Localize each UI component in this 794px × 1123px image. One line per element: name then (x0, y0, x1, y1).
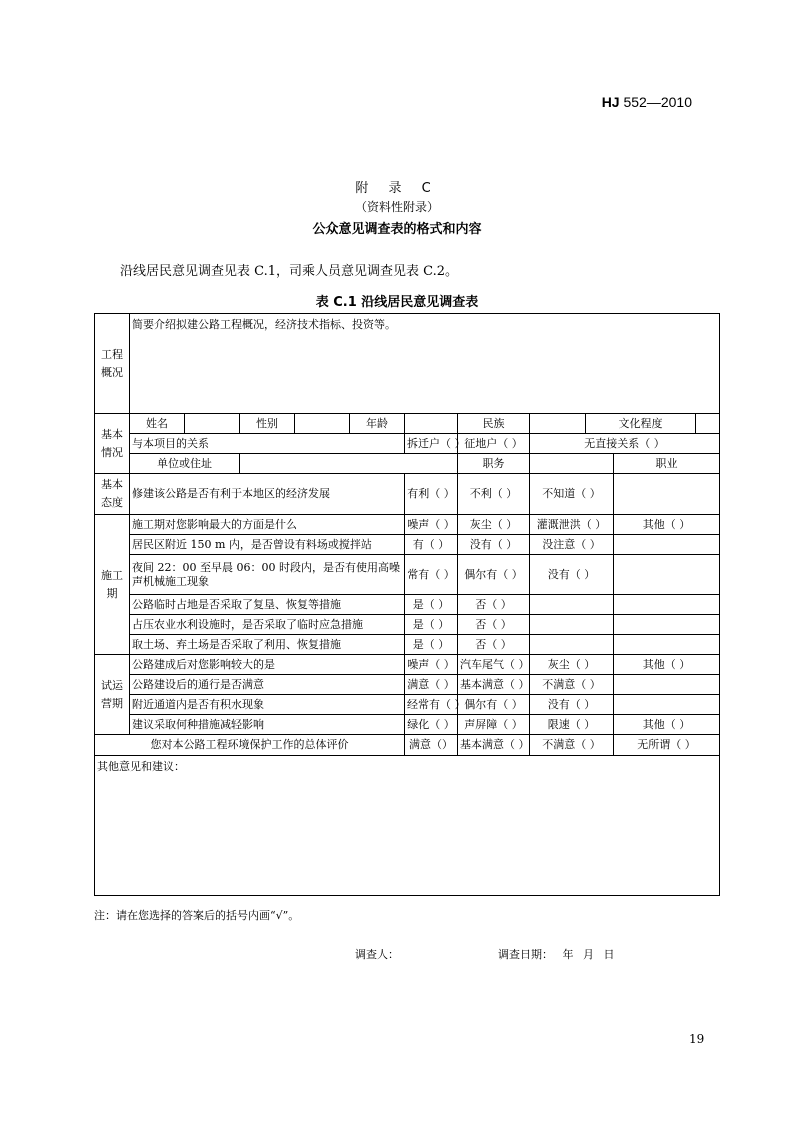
answer-option[interactable]: 是（ ） (405, 635, 458, 655)
position-label: 职务 (458, 454, 530, 474)
relation-option[interactable]: 拆迁户（ ） (405, 434, 458, 454)
answer-option[interactable]: 噪声（ ） (405, 515, 458, 535)
answer-option[interactable] (614, 675, 720, 695)
question: 居民区附近 150 m 内，是否曾设有料场或搅拌站 (130, 535, 405, 555)
address-label: 单位或住址 (130, 454, 240, 474)
answer-option[interactable]: 满意（） (405, 735, 458, 756)
answer-option[interactable] (614, 615, 720, 635)
question: 您对本公路工程环境保护工作的总体评价 (95, 735, 405, 756)
gender-value[interactable] (295, 414, 350, 434)
question-row (95, 695, 720, 715)
answer-option[interactable]: 经常有（ ） (405, 695, 458, 715)
section-label-attitude: 基本态度 (95, 474, 130, 515)
intro-paragraph: 沿线居民意见调查见表 C.1，司乘人员意见调查见表 C.2。 (120, 264, 459, 279)
section-label-basic-info: 基本情况 (95, 414, 130, 474)
appendix-note: （资料性附录） (354, 200, 439, 214)
question-row (95, 515, 720, 535)
answer-option[interactable]: 没注意（ ） (530, 535, 614, 555)
answer-option[interactable]: 是（ ） (405, 615, 458, 635)
answer-option[interactable] (530, 595, 614, 615)
answer-option[interactable]: 基本满意（ ） (458, 675, 530, 695)
relation-option[interactable]: 无直接关系（ ） (530, 434, 720, 454)
overview-text: 简要介绍拟建公路工程概况，经济技术指标、投资等。 (130, 314, 720, 414)
answer-option[interactable]: 没有（ ） (458, 535, 530, 555)
comments-field[interactable]: 其他意见和建议： (95, 756, 720, 896)
answer-option[interactable]: 有利（ ） (405, 474, 458, 515)
answer-option[interactable]: 不利（ ） (458, 474, 530, 515)
position-value[interactable] (530, 454, 614, 474)
question-row (95, 615, 720, 635)
answer-option[interactable]: 绿化（ ） (405, 715, 458, 735)
question-row (95, 675, 720, 695)
name-value[interactable] (185, 414, 240, 434)
attitude-row (95, 474, 720, 515)
survey-date-label: 调查日期： 年 月 日 (498, 948, 615, 961)
name-label: 姓名 (130, 414, 185, 434)
answer-option[interactable]: 偶尔有（ ） (458, 555, 530, 595)
answer-option[interactable]: 有（ ） (405, 535, 458, 555)
question: 取土场、弃土场是否采取了利用、恢复措施 (130, 635, 405, 655)
section-label-overview: 工程概况 (95, 314, 130, 414)
question: 公路建设后的通行是否满意 (130, 675, 405, 695)
investigator-label: 调查人： (355, 948, 399, 961)
relation-label: 与本项目的关系 (130, 434, 405, 454)
appendix-title: 附 录 C (355, 181, 439, 196)
ethnicity-label: 民族 (458, 414, 530, 434)
footnote: 注：请在您选择的答案后的括号内画“√”。 (94, 909, 300, 922)
survey-table (94, 313, 720, 896)
address-row (95, 454, 720, 474)
relation-option[interactable]: 征地户（ ） (458, 434, 530, 454)
age-label: 年龄 (350, 414, 405, 434)
answer-option[interactable]: 声屏障（ ） (458, 715, 530, 735)
section-label-trial-operation: 试运营期 (95, 655, 130, 735)
answer-option[interactable]: 无所谓（ ） (614, 735, 720, 756)
relation-row (95, 434, 720, 454)
question: 附近通道内是否有积水现象 (130, 695, 405, 715)
occupation-label: 职业 (614, 454, 720, 474)
answer-option[interactable]: 其他（ ） (614, 655, 720, 675)
ethnicity-value[interactable] (530, 414, 586, 434)
answer-option[interactable]: 没有（ ） (530, 555, 614, 595)
answer-option[interactable] (614, 695, 720, 715)
question: 占压农业水利设施时，是否采取了临时应急措施 (130, 615, 405, 635)
gender-label: 性别 (240, 414, 295, 434)
answer-option[interactable]: 汽车尾气（ ） (458, 655, 530, 675)
answer-option[interactable]: 灌溉泄洪（ ） (530, 515, 614, 535)
answer-option[interactable]: 限速（ ） (530, 715, 614, 735)
answer-option[interactable]: 灰尘（ ） (530, 655, 614, 675)
address-value[interactable] (240, 454, 458, 474)
question: 公路临时占地是否采取了复垦、恢复等措施 (130, 595, 405, 615)
answer-option[interactable]: 没有（ ） (530, 695, 614, 715)
table-caption: 表 C.1 沿线居民意见调查表 (315, 295, 479, 310)
standard-code: HJ 552—2010 (601, 94, 692, 110)
answer-option[interactable]: 不满意（ ） (530, 735, 614, 756)
answer-option[interactable]: 否（ ） (458, 615, 530, 635)
answer-option[interactable]: 否（ ） (458, 595, 530, 615)
education-value[interactable] (696, 414, 720, 434)
answer-option[interactable] (614, 474, 720, 515)
question: 公路建成后对您影响较大的是 (130, 655, 405, 675)
question: 施工期对您影响最大的方面是什么 (130, 515, 405, 535)
answer-option[interactable]: 常有（ ） (405, 555, 458, 595)
answer-option[interactable]: 不知道（ ） (530, 474, 614, 515)
section-label-construction: 施工期 (95, 515, 130, 655)
answer-option[interactable] (530, 615, 614, 635)
question-row (95, 715, 720, 735)
basic-info-row (95, 414, 720, 434)
answer-option[interactable]: 灰尘（ ） (458, 515, 530, 535)
page-number: 19 (689, 1032, 705, 1046)
answer-option[interactable]: 其他（ ） (614, 515, 720, 535)
question-row (95, 535, 720, 555)
appendix-subtitle: 公众意见调查表的格式和内容 (312, 222, 482, 237)
answer-option[interactable] (614, 595, 720, 615)
answer-option[interactable] (614, 635, 720, 655)
answer-option[interactable]: 否（ ） (458, 635, 530, 655)
answer-option[interactable] (530, 635, 614, 655)
answer-option[interactable]: 是（ ） (405, 595, 458, 615)
question: 修建该公路是否有利于本地区的经济发展 (130, 474, 405, 515)
question-row (95, 655, 720, 675)
question: 建议采取何种措施减轻影响 (130, 715, 405, 735)
answer-option[interactable]: 偶尔有（ ） (458, 695, 530, 715)
answer-option[interactable]: 其他（ ） (614, 715, 720, 735)
age-value[interactable] (405, 414, 458, 434)
question: 夜间 22：00 至早晨 06：00 时段内，是否有使用高噪声机械施工现象 (130, 555, 405, 595)
answer-option[interactable]: 满意（ ） (405, 675, 458, 695)
question-row (95, 635, 720, 655)
question-row (95, 555, 720, 595)
overview-row (95, 314, 720, 414)
answer-option[interactable]: 基本满意（ ） (458, 735, 530, 756)
comments-row (95, 756, 720, 896)
education-label: 文化程度 (586, 414, 696, 434)
answer-option[interactable]: 不满意（ ） (530, 675, 614, 695)
answer-option[interactable]: 噪声（ ） (405, 655, 458, 675)
answer-option[interactable] (614, 555, 720, 595)
answer-option[interactable] (614, 535, 720, 555)
overall-evaluation-row (95, 735, 720, 756)
question-row (95, 595, 720, 615)
